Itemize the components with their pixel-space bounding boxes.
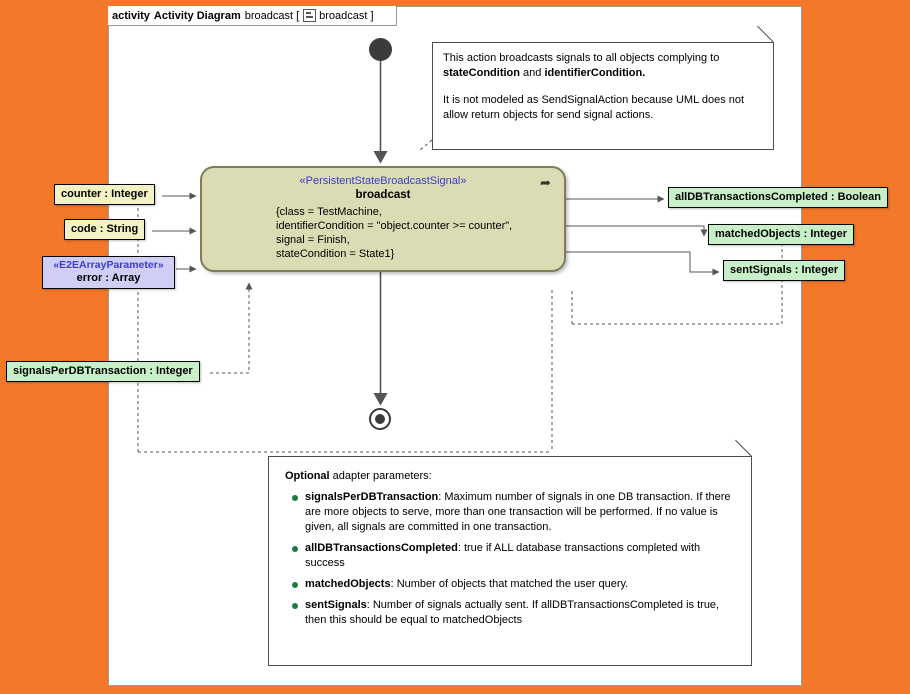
note-fold-icon-2 (735, 457, 751, 473)
output-pin-matched-objects[interactable]: matchedObjects : Integer (708, 224, 854, 245)
list-item (305, 598, 737, 628)
frame-title: Activity Diagram (153, 9, 241, 22)
note-optional-parameters (268, 456, 752, 666)
broadcast-action[interactable] (200, 166, 566, 272)
action-name: broadcast (355, 189, 411, 201)
frame-param: broadcast ] (319, 9, 374, 22)
note-bottom-intro-rest: adapter parameters: (329, 470, 432, 482)
note-top-paragraph-1 (443, 51, 763, 81)
input-pin-error-label: error : Array (76, 272, 141, 284)
action-pin-icon: ➦ (540, 175, 551, 190)
diagram-icon (303, 9, 316, 22)
initial-node[interactable] (369, 38, 392, 61)
output-pin-sent-signals[interactable]: sentSignals : Integer (723, 260, 845, 281)
list-item (305, 490, 737, 535)
activity-final-node[interactable] (369, 408, 391, 430)
action-body (276, 205, 564, 261)
input-pin-error-stereotype: «E2EArrayParameter» (53, 259, 164, 271)
list-item (305, 577, 737, 592)
action-body-line-2: identifierCondition = "object.counter >= counter", (276, 220, 513, 232)
input-pin-error[interactable] (42, 256, 175, 289)
action-body-line-4: stateCondition = State1} (276, 248, 395, 260)
output-pin-all-db-transactions-completed[interactable]: allDBTransactionsCompleted : Boolean (668, 187, 888, 208)
note-item-text-4: : Number of signals actually sent. If allDBTransactionsCompleted is true, then this should be equal to matchedObjects (305, 599, 720, 626)
action-stereotype: «PersistentStateBroadcastSignal» (299, 175, 467, 187)
note-top-p1-mid: and (520, 67, 545, 79)
action-body-line-1: {class = TestMachine, (276, 206, 382, 218)
note-bottom-intro (285, 469, 737, 484)
action-body-line-3: signal = Finish, (276, 234, 350, 246)
note-item-term-4: sentSignals (305, 599, 367, 611)
frame-subject: broadcast [ (244, 9, 300, 22)
note-item-term-1: signalsPerDBTransaction (305, 491, 439, 503)
input-pin-code[interactable]: code : String (64, 219, 145, 240)
list-item (305, 541, 737, 571)
note-top-p1-bold-2: identifierCondition. (544, 67, 646, 79)
note-top-paragraph-2: It is not modeled as SendSignalAction because UML does not allow return objects for send signal actions. (443, 94, 745, 121)
note-bottom-intro-bold: Optional (285, 470, 330, 482)
frame-label (108, 6, 397, 26)
note-top-p1-pre: This action broadcasts signals to all objects complying to (443, 52, 720, 64)
input-pin-signals-per-db-transaction[interactable]: signalsPerDBTransaction : Integer (6, 361, 200, 382)
note-item-text-1: : Maximum number of signals in one DB transaction. If there are more objects to serve, more than one transaction will be performed. If no value is given, all signals are committed in one transaction. (305, 491, 731, 533)
note-item-text-2: : true if ALL database transactions completed with success (305, 542, 701, 569)
note-item-text-3: : Number of objects that matched the user query. (390, 578, 629, 590)
note-item-term-2: allDBTransactionsCompleted (305, 542, 458, 554)
note-bottom-list (283, 490, 737, 628)
note-item-term-3: matchedObjects (305, 578, 391, 590)
note-broadcast-explanation (432, 42, 774, 150)
input-pin-counter[interactable]: counter : Integer (54, 184, 155, 205)
frame-keyword: activity (112, 9, 150, 22)
note-fold-icon (757, 43, 773, 59)
note-top-p1-bold-1: stateCondition (443, 67, 520, 79)
